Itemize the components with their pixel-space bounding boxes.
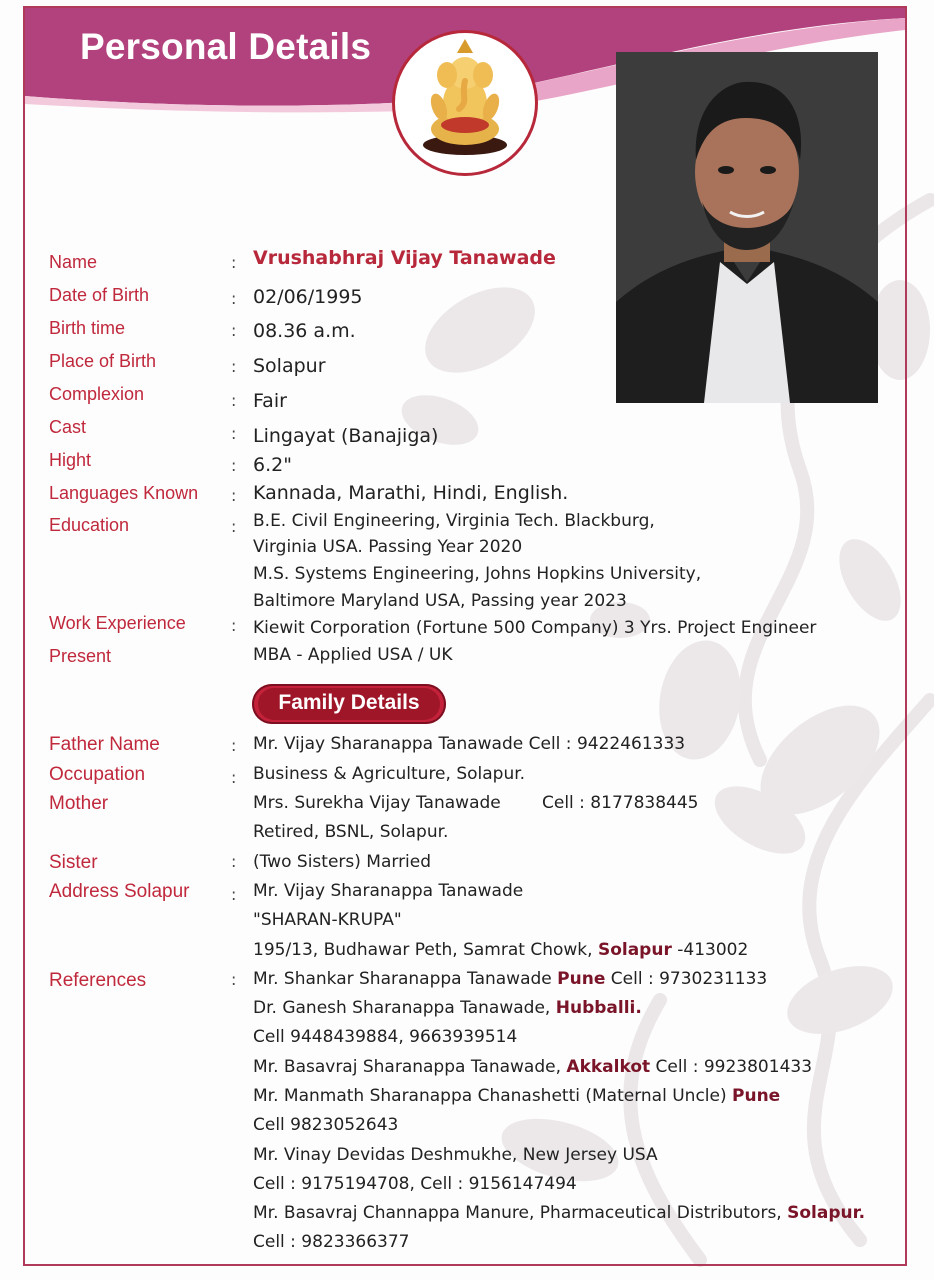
value-height: 6.2" (253, 454, 292, 476)
education-line: Virginia USA. Passing Year 2020 (253, 537, 523, 557)
label-references: References (49, 970, 147, 991)
value-dob: 02/06/1995 (253, 286, 363, 308)
separator: : (231, 486, 237, 505)
label-occupation: Occupation (49, 764, 146, 785)
separator: : (231, 852, 237, 871)
reference-line: Mr. Basavraj Channappa Manure, Pharmaceutical Distributors, Solapur. (253, 1203, 866, 1223)
separator: : (231, 517, 237, 536)
value-languages: Kannada, Marathi, Hindi, English. (253, 482, 569, 504)
label-present: Present (49, 646, 112, 666)
label-birth-time: Birth time (49, 318, 126, 338)
label-address: Address Solapur (49, 881, 190, 902)
reference-line: Cell 9823052643 (253, 1115, 399, 1135)
address-line: 195/13, Budhawar Peth, Samrat Chowk, Solapur -413002 (253, 940, 749, 960)
reference-line: Dr. Ganesh Sharanappa Tanawade, Hubballi. (253, 998, 642, 1018)
label-education: Education (49, 515, 130, 535)
value-place-of-birth: Solapur (253, 355, 326, 377)
label-complexion: Complexion (49, 384, 145, 404)
value-work-experience: Kiewit Corporation (Fortune 500 Company) 3 Yrs. Project Engineer (253, 618, 817, 638)
value-cast: Lingayat (Banajiga) (253, 425, 439, 447)
page-title: Personal Details (80, 26, 372, 67)
value-name: Vrushabhraj Vijay Tanawade (253, 247, 556, 269)
reference-line: Mr. Basavraj Sharanappa Tanawade, Akkalkot Cell : 9923801433 (253, 1057, 813, 1077)
reference-line: Cell 9448439884, 9663939514 (253, 1027, 518, 1047)
value-mother-name: Mrs. Surekha Vijay Tanawade (253, 793, 501, 813)
reference-line: Cell : 9823366377 (253, 1232, 410, 1252)
separator: : (231, 616, 237, 635)
label-dob: Date of Birth (49, 285, 150, 305)
family-details-title: Family Details (278, 691, 420, 714)
label-mother: Mother (49, 793, 109, 814)
separator: : (231, 885, 237, 904)
value-birth-time: 08.36 a.m. (253, 320, 356, 342)
label-name: Name (49, 252, 98, 272)
separator: : (231, 253, 237, 272)
value-mother-cell: Cell : 8177838445 (542, 793, 699, 813)
label-sister: Sister (49, 852, 98, 873)
page-border (23, 6, 907, 1266)
label-height: Hight (49, 450, 92, 470)
label-languages: Languages Known (49, 483, 199, 503)
value-occupation: Business & Agriculture, Solapur. (253, 764, 526, 784)
value-complexion: Fair (253, 390, 287, 412)
education-line: B.E. Civil Engineering, Virginia Tech. Blackburg, (253, 511, 655, 531)
value-father: Mr. Vijay Sharanappa Tanawade Cell : 9422461333 (253, 734, 686, 754)
separator: : (231, 357, 237, 376)
address-line: Mr. Vijay Sharanappa Tanawade (253, 881, 524, 901)
reference-line: Mr. Manmath Sharanappa Chanashetti (Maternal Uncle) Pune (253, 1086, 781, 1106)
education-line: M.S. Systems Engineering, Johns Hopkins University, (253, 564, 702, 584)
label-work-experience: Work Experience (49, 613, 186, 633)
separator: : (231, 424, 237, 443)
reference-line: Mr. Vinay Devidas Deshmukhe, New Jersey USA (253, 1145, 658, 1165)
address-line: "SHARAN-KRUPA" (253, 910, 402, 930)
value-present: MBA - Applied USA / UK (253, 645, 453, 665)
value-sister: (Two Sisters) Married (253, 852, 432, 872)
separator: : (231, 289, 237, 308)
separator: : (231, 456, 237, 475)
education-line: Baltimore Maryland USA, Passing year 2023 (253, 591, 627, 611)
reference-line: Mr. Shankar Sharanappa Tanawade Pune Cell : 9730231133 (253, 969, 768, 989)
reference-line: Cell : 9175194708, Cell : 9156147494 (253, 1174, 577, 1194)
separator: : (231, 736, 237, 755)
separator: : (231, 768, 237, 787)
label-father: Father Name (49, 734, 160, 755)
separator: : (231, 391, 237, 410)
separator: : (231, 321, 237, 340)
value-mother-occupation: Retired, BSNL, Solapur. (253, 822, 449, 842)
label-place-of-birth: Place of Birth (49, 351, 157, 371)
separator: : (231, 970, 237, 989)
label-cast: Cast (49, 417, 87, 437)
